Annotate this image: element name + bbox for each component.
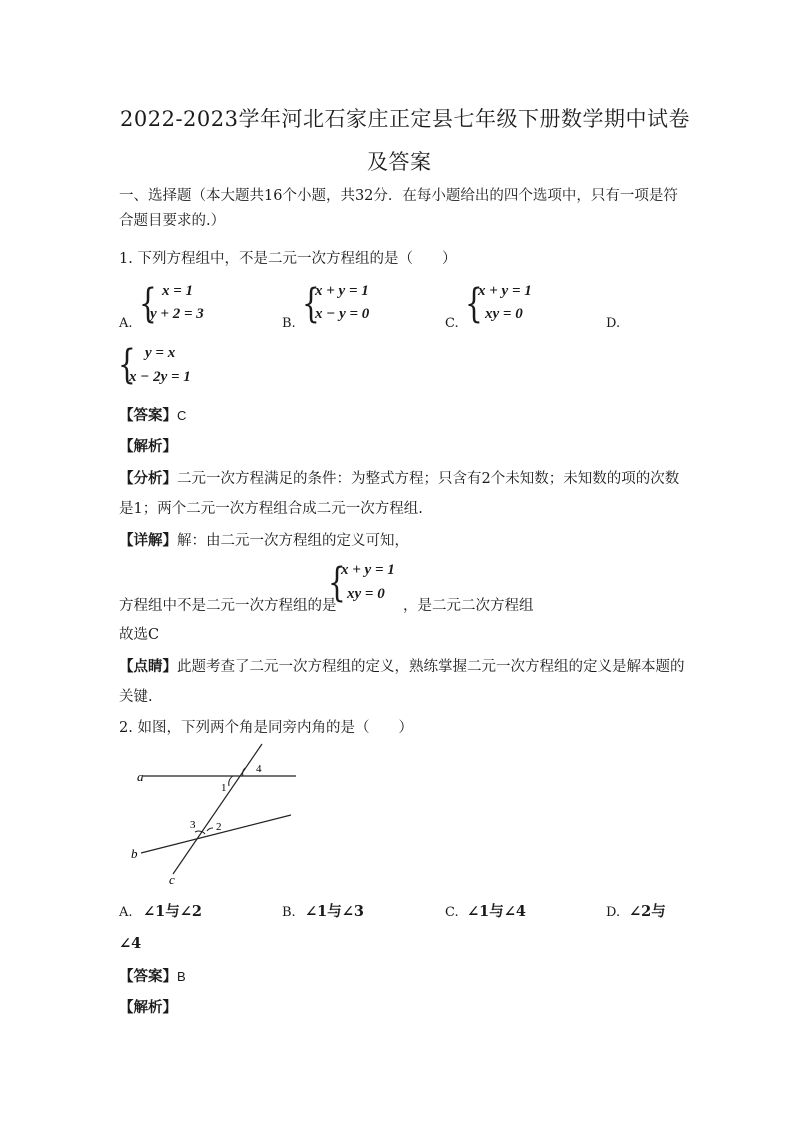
q2-answer bbox=[119, 965, 186, 986]
q1-xiangjie-tag: 【详解】 bbox=[119, 532, 177, 549]
section-heading bbox=[119, 184, 678, 234]
q2-figure bbox=[125, 740, 305, 890]
label-c: c bbox=[169, 872, 175, 887]
q1-option-c-eq1: x + y = 1 bbox=[478, 283, 532, 299]
q1-fenxi-line2: 是1；两个二元一次方程组合成二元一次方程组. bbox=[119, 501, 423, 517]
label-4: 4 bbox=[256, 763, 262, 775]
page-title-cont: 及答案 bbox=[367, 150, 432, 174]
q1-fenxi-tag: 【分析】 bbox=[119, 470, 177, 487]
q2-option-c-label: C. bbox=[445, 905, 459, 920]
q1-option-a-brace: { bbox=[139, 281, 157, 327]
q1-xiangjie bbox=[119, 529, 409, 550]
q1-option-c-brace: { bbox=[465, 281, 483, 327]
label-2: 2 bbox=[216, 821, 222, 833]
q1-option-d-brace: { bbox=[118, 342, 136, 388]
label-a: a bbox=[137, 769, 144, 784]
q2-option-b-text: ∠1与∠3 bbox=[305, 903, 364, 920]
q1-xiangjie2-pre: 方程组中不是二元一次方程组的是 bbox=[119, 598, 337, 614]
q2-option-c-text: ∠1与∠4 bbox=[467, 903, 526, 920]
q1-dianjing-line2: 关键. bbox=[119, 689, 153, 705]
q2-option-a-text: ∠1与∠2 bbox=[143, 903, 202, 920]
q1-answer-value: C bbox=[177, 408, 187, 423]
line-c bbox=[173, 744, 262, 874]
q1-dianjing bbox=[119, 654, 685, 710]
q1-xiangjie2-brace: { bbox=[328, 560, 346, 606]
q1-option-d-eq2: x − 2y = 1 bbox=[129, 369, 191, 385]
q1-option-c-label: C. bbox=[445, 316, 459, 331]
q1-option-b-eq1: x + y = 1 bbox=[315, 283, 369, 299]
q2-option-a-label: A. bbox=[119, 905, 133, 920]
q2-answer-value: B bbox=[177, 969, 186, 984]
q2-option-d-label: D. bbox=[606, 905, 621, 920]
q1-conclusion: 故选C bbox=[119, 627, 160, 643]
angle-2-arc bbox=[207, 828, 213, 831]
q2-option-d-cont: ∠4 bbox=[119, 935, 142, 952]
q1-xiangjie2-eq1: x + y = 1 bbox=[341, 562, 395, 578]
q1-option-d-eq1: y = x bbox=[145, 345, 176, 361]
q2-option-d-text: ∠2与 bbox=[629, 903, 666, 920]
q1-fenxi bbox=[119, 466, 679, 522]
q1-dianjing-tag: 【点睛】 bbox=[119, 658, 177, 675]
q1-stem: 1. 下列方程组中，不是二元一次方程组的是（ ） bbox=[119, 251, 457, 267]
q1-answer-tag: 【答案】 bbox=[119, 407, 177, 424]
q1-option-b-label: B. bbox=[282, 316, 296, 331]
q1-analysis-tag: 【解析】 bbox=[119, 438, 177, 455]
q1-option-d-label: D. bbox=[606, 316, 621, 331]
q1-option-c-eq2: xy = 0 bbox=[485, 306, 523, 322]
q1-xiangjie2-eq2: xy = 0 bbox=[347, 586, 385, 602]
angle-1-arc bbox=[229, 776, 233, 786]
q2-analysis-tag: 【解析】 bbox=[119, 999, 177, 1016]
q1-option-b-brace: { bbox=[302, 281, 320, 327]
label-b: b bbox=[131, 846, 138, 861]
q1-xiangjie2-post: ，是二元二次方程组 bbox=[403, 598, 534, 614]
label-3: 3 bbox=[190, 819, 196, 831]
q2-stem: 2. 如图，下列两个角是同旁内角的是（ ） bbox=[119, 720, 413, 736]
q2-option-b-label: B. bbox=[282, 905, 296, 920]
section-heading-line1: 一、选择题（本大题共16个小题，共32分．在每小题给出的四个选项中，只有一项是符 bbox=[119, 188, 678, 204]
q1-option-a-eq1: x = 1 bbox=[162, 283, 194, 299]
q1-fenxi-line1: 二元一次方程满足的条件：为整式方程；只含有2个未知数；未知数的项的次数 bbox=[177, 471, 680, 487]
section-heading-line2: 合题目要求的.） bbox=[119, 213, 226, 229]
q1-dianjing-line1: 此题考查了二元一次方程组的定义，熟练掌握二元一次方程组的定义是解本题的 bbox=[177, 659, 685, 675]
q1-option-a-eq2: y + 2 = 3 bbox=[150, 306, 204, 322]
label-1: 1 bbox=[221, 782, 227, 794]
q2-answer-tag: 【答案】 bbox=[119, 968, 177, 985]
q1-answer bbox=[119, 404, 186, 425]
page-title: 2022-2023学年河北石家庄正定县七年级下册数学期中试卷 bbox=[120, 107, 690, 131]
q1-option-a-label: A. bbox=[119, 316, 133, 331]
q1-xiangjie-text: 解：由二元一次方程组的定义可知， bbox=[177, 533, 409, 549]
q1-option-b-eq2: x − y = 0 bbox=[315, 306, 370, 322]
